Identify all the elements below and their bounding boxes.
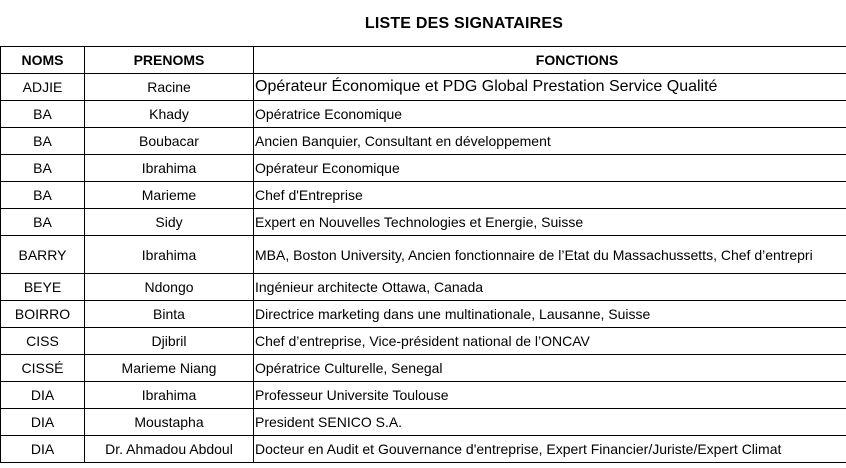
table-row [1, 155, 846, 182]
cell-nom: BA [1, 101, 85, 128]
cell-fonction: Opérateur Économique et PDG Global Prestation Service Qualité [254, 74, 846, 101]
cell-fonction: Opérateur Economique [254, 155, 846, 182]
cell-prenom: Marieme [85, 182, 254, 209]
cell-prenom: Ndongo [85, 274, 254, 301]
table-row [1, 128, 846, 155]
page-title: LISTE DES SIGNATAIRES [364, 15, 564, 32]
cell-nom: BOIRRO [1, 301, 85, 328]
cell-nom: BA [1, 182, 85, 209]
cell-prenom: Ibrahima [85, 382, 254, 409]
column-header-noms: NOMS [1, 47, 85, 74]
cell-nom: BA [1, 155, 85, 182]
table-row [1, 209, 846, 236]
cell-nom: DIA [1, 409, 85, 436]
cell-prenom: Racine [85, 74, 254, 101]
cell-fonction: Expert en Nouvelles Technologies et Energie, Suisse [254, 209, 846, 236]
cell-prenom: Boubacar [85, 128, 254, 155]
table-row [1, 274, 846, 301]
cell-fonction: Opératrice Culturelle, Senegal [254, 355, 846, 382]
cell-prenom: Djibril [85, 328, 254, 355]
cell-nom: BARRY [1, 236, 85, 274]
cell-fonction: Opératrice Economique [254, 101, 846, 128]
cell-fonction: Chef d’entreprise, Vice-président national de l’ONCAV [254, 328, 846, 355]
cell-nom: ADJIE [1, 74, 85, 101]
cell-fonction: President SENICO S.A. [254, 409, 846, 436]
cell-fonction: Professeur Universite Toulouse [254, 382, 846, 409]
cell-nom: BA [1, 209, 85, 236]
column-header-fonctions: FONCTIONS [254, 47, 846, 74]
cell-fonction: Ancien Banquier, Consultant en développement [254, 128, 846, 155]
cell-prenom: Khady [85, 101, 254, 128]
cell-fonction: Ingénieur architecte Ottawa, Canada [254, 274, 846, 301]
table-row [1, 328, 846, 355]
cell-nom: CISS [1, 328, 85, 355]
cell-prenom: Ibrahima [85, 236, 254, 274]
table-row [1, 236, 846, 274]
cell-fonction: Chef d'Entreprise [254, 182, 846, 209]
cell-prenom: Moustapha [85, 409, 254, 436]
cell-fonction: Directrice marketing dans une multinationale, Lausanne, Suisse [254, 301, 846, 328]
cell-prenom: Dr. Ahmadou Abdoul [85, 436, 254, 463]
cell-nom: DIA [1, 436, 85, 463]
cell-fonction: Docteur en Audit et Gouvernance d'entreprise, Expert Financier/Juriste/Expert Climat [254, 436, 846, 463]
table-row [1, 101, 846, 128]
cell-prenom: Marieme Niang [85, 355, 254, 382]
cell-nom: BEYE [1, 274, 85, 301]
cell-prenom: Sidy [85, 209, 254, 236]
table-row [1, 74, 846, 101]
table-row [1, 355, 846, 382]
table-row [1, 436, 846, 463]
table-row [1, 182, 846, 209]
cell-nom: CISSÉ [1, 355, 85, 382]
table-row [1, 409, 846, 436]
cell-nom: DIA [1, 382, 85, 409]
cell-prenom: Ibrahima [85, 155, 254, 182]
column-header-prenoms: PRENOMS [85, 47, 254, 74]
table-header-row [1, 47, 846, 74]
cell-prenom: Binta [85, 301, 254, 328]
cell-nom: BA [1, 128, 85, 155]
table-row [1, 382, 846, 409]
table-row [1, 301, 846, 328]
cell-fonction: MBA, Boston University, Ancien fonctionnaire de l’Etat du Massachussetts, Chef d’entrepri [254, 236, 846, 274]
signataires-table [0, 46, 846, 463]
